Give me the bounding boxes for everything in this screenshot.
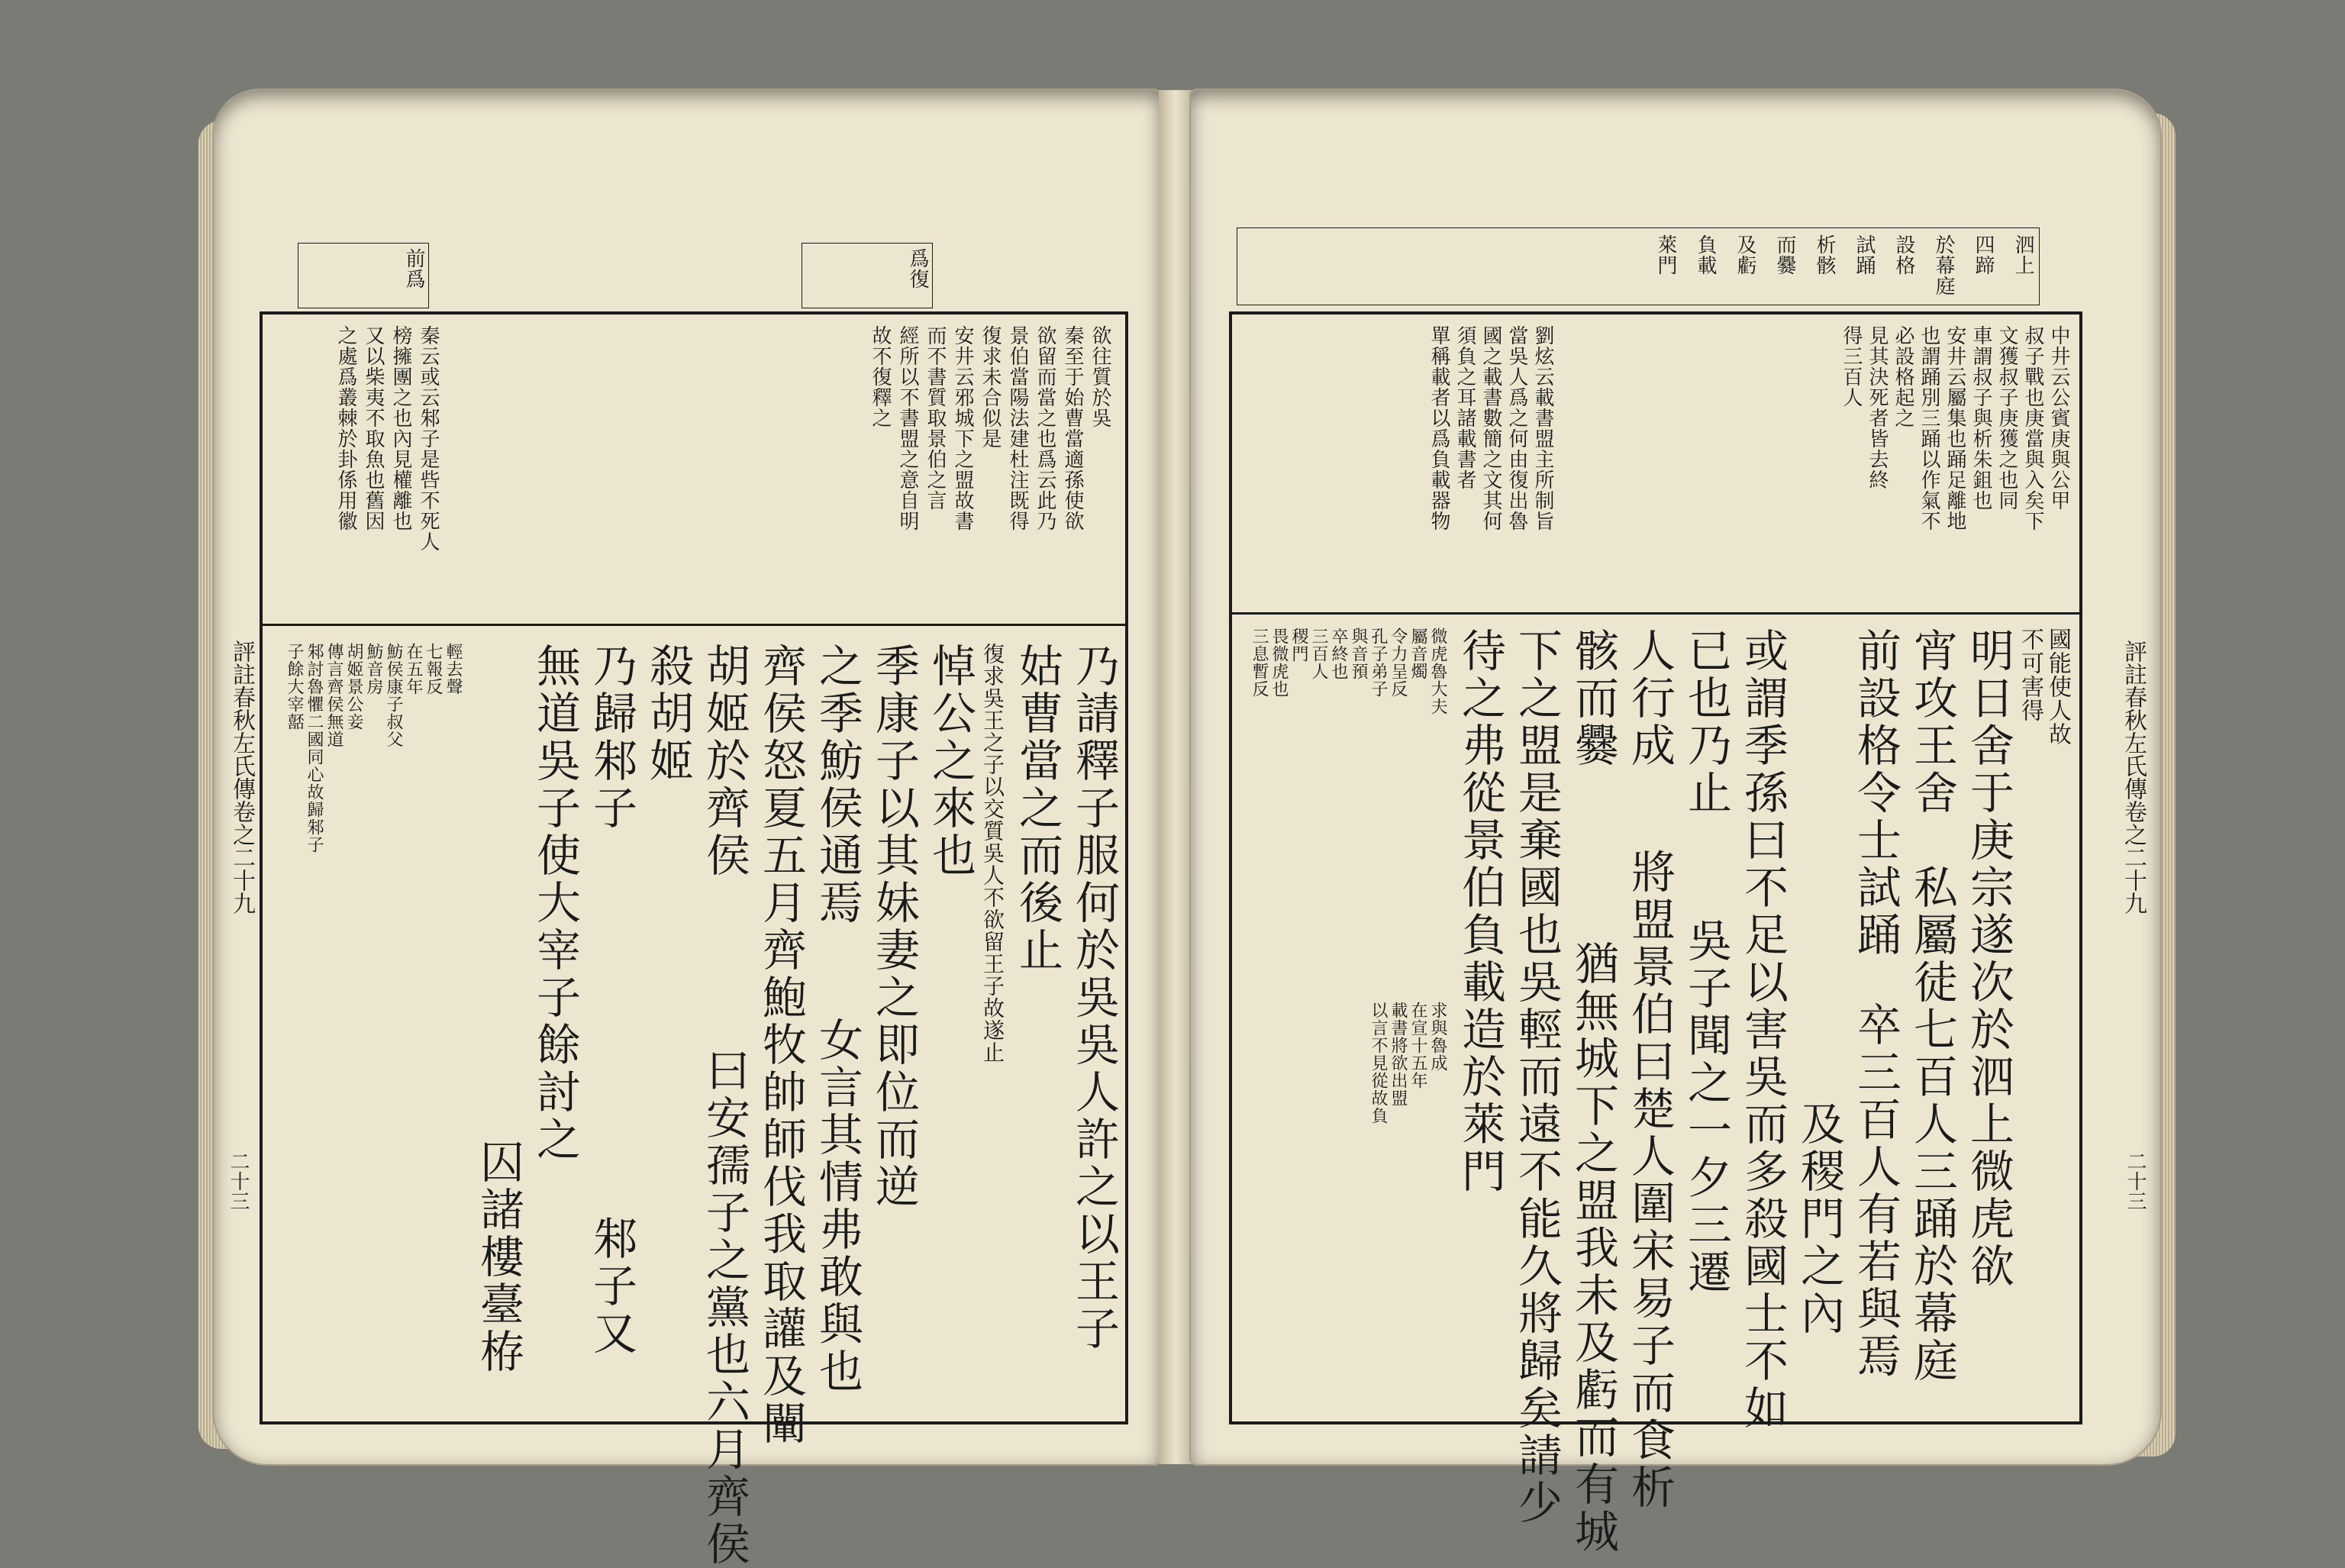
main-text-column: 姑曹當之而後止 bbox=[1011, 643, 1063, 974]
glossary-term: 於幕庭 bbox=[1932, 234, 1955, 296]
annotation: 載書將欲出盟 bbox=[1389, 1002, 1408, 1107]
main-text-column: 乃歸邾子 bbox=[585, 643, 637, 832]
glossary-term: 析骸 bbox=[1813, 234, 1836, 276]
main-text-column: 前設格令士試踊 bbox=[1850, 628, 1901, 959]
upper-note: 當吳人爲之何由復出魯 bbox=[1505, 325, 1528, 531]
text-frame-left bbox=[260, 311, 1128, 1568]
upper-note: 必設格起之 bbox=[1892, 325, 1914, 428]
glossary-term: 泗上 bbox=[2011, 234, 2034, 276]
upper-note: 秦云或云邾子是呰不死人 bbox=[417, 325, 440, 552]
main-text-column: 及稷門之內 bbox=[1793, 1101, 1845, 1337]
main-text-column: 私屬徒七百人三踊於幕庭 bbox=[1906, 864, 1958, 1385]
annotation: 屬音燭 bbox=[1408, 628, 1427, 680]
annotation: 在五年 bbox=[404, 643, 423, 695]
header-box-text: 爲復 bbox=[906, 248, 929, 289]
header-box-text: 前爲 bbox=[402, 248, 425, 289]
header-box-left-1 bbox=[298, 243, 429, 308]
upper-note: 秦至于始曹當適孫使欲 bbox=[1061, 325, 1084, 531]
main-text-column: 齊侯怒夏五月齊鮑牧帥師伐我取讙及闡 bbox=[755, 643, 807, 1447]
upper-note: 欲留而當之也爲云此乃 bbox=[1034, 325, 1056, 531]
upper-note: 故不復釋之 bbox=[869, 325, 892, 428]
glossary-term: 及虧 bbox=[1734, 234, 1756, 276]
folio-number: 二十三 bbox=[227, 1151, 250, 1211]
upper-note: 得三百人 bbox=[1840, 325, 1863, 408]
annotation: 輕去聲 bbox=[444, 643, 463, 695]
open-book bbox=[214, 90, 2160, 1568]
upper-note: 安井云邪城下之盟故書 bbox=[951, 325, 974, 531]
upper-note: 文獲叔子庚獲之也同 bbox=[1995, 325, 2018, 511]
upper-note: 叔子戰也庚當與入矣下 bbox=[2021, 325, 2044, 531]
main-text-column: 猶無城下之盟我未及虧而有城 bbox=[1567, 940, 1619, 1556]
upper-note: 車謂叔子與析朱鉏也 bbox=[1969, 325, 1992, 511]
main-text-column: 女言其情弗敢與也 bbox=[811, 1017, 863, 1395]
divider bbox=[263, 624, 1125, 626]
upper-note: 景伯當陽法建杜注既得 bbox=[1006, 325, 1029, 531]
glossary-term: 而爨 bbox=[1773, 234, 1796, 276]
main-text-column: 骸而爨 bbox=[1567, 628, 1619, 769]
annotation: 邾討魯懼二國同心故歸邾子 bbox=[305, 643, 324, 853]
glossary-term: 設格 bbox=[1892, 234, 1915, 276]
main-text-column: 之季魴侯通焉 bbox=[811, 643, 863, 927]
annotation: 與音預 bbox=[1349, 628, 1368, 680]
book-gutter bbox=[1159, 90, 1192, 1464]
main-text-column: 卒三百人有若與焉 bbox=[1850, 1002, 1901, 1380]
main-text-column: 囚諸樓臺栫 bbox=[473, 1139, 524, 1376]
upper-note: 見其決死者皆去終 bbox=[1866, 325, 1889, 490]
main-text-column: 不可害得 bbox=[2017, 628, 2043, 722]
side-title: 評註春秋左氏傳卷之二十九 bbox=[228, 640, 255, 915]
main-text-column: 將盟景伯曰楚人圍宋易子而食析 bbox=[1624, 849, 1676, 1512]
text-frame-right bbox=[1229, 311, 2082, 1556]
header-glossary bbox=[1237, 227, 2040, 305]
upper-note: 之處爲叢棘於卦係用徽 bbox=[334, 325, 357, 531]
annotation: 稷門 bbox=[1289, 628, 1308, 663]
upper-note: 單稱載者以爲負載器物 bbox=[1427, 325, 1450, 531]
annotation: 以言不見從故負 bbox=[1369, 1002, 1388, 1124]
main-text-column: 人行成 bbox=[1624, 628, 1676, 769]
main-text-column: 或謂季孫曰不足以害吳而多殺國士不如 bbox=[1737, 628, 1789, 1432]
main-text-column: 國能使人故 bbox=[2044, 628, 2071, 746]
annotation: 七報反 bbox=[424, 643, 443, 695]
annotation: 求與魯成 bbox=[1428, 1002, 1447, 1072]
annotation: 在宣十五年 bbox=[1408, 1002, 1427, 1089]
upper-note: 欲往質於吳 bbox=[1089, 325, 1111, 428]
annotation: 畏微虎也 bbox=[1269, 628, 1289, 698]
main-text-column: 季康子以其妹妻之即位而逆 bbox=[868, 643, 920, 1211]
main-text-column: 宵攻王舍 bbox=[1906, 628, 1958, 817]
divider bbox=[1232, 612, 2079, 615]
annotation: 傳言齊侯無道 bbox=[324, 643, 344, 748]
main-text-column: 吳子聞之一夕三遷 bbox=[1680, 918, 1732, 1296]
right-page bbox=[1191, 90, 2160, 1556]
upper-note: 也謂踊別三踊以作氣不 bbox=[1918, 325, 1940, 531]
upper-note: 經所以不書盟之意自明 bbox=[896, 325, 919, 531]
main-text-column: 胡姬於齊侯 bbox=[698, 643, 750, 879]
glossary-term: 萊門 bbox=[1654, 234, 1677, 276]
side-title: 評註春秋左氏傳卷之二十九 bbox=[2120, 640, 2147, 915]
main-text-column: 曰安孺子之黨也六月齊侯 bbox=[698, 1047, 750, 1568]
glossary-term: 試踊 bbox=[1853, 234, 1876, 276]
main-text-column: 已也乃止 bbox=[1680, 628, 1732, 817]
upper-note: 國之載書數簡之文其何 bbox=[1479, 325, 1502, 531]
annotation: 三百人 bbox=[1309, 628, 1328, 680]
main-text-column: 邾子又 bbox=[585, 1215, 637, 1357]
annotation: 微虎魯大夫 bbox=[1428, 628, 1447, 715]
annotation: 孔子弟子 bbox=[1369, 628, 1388, 698]
main-text-column: 無道吳子使大宰子餘討之 bbox=[529, 643, 581, 1163]
main-text-column: 下之盟是棄國也吳輕而遠不能久將歸矣請少 bbox=[1511, 628, 1563, 1527]
upper-note: 須負之耳諸載書者 bbox=[1453, 325, 1476, 490]
main-text-column: 殺胡姬 bbox=[642, 643, 694, 785]
annotation: 子餘大宰嚭 bbox=[285, 643, 304, 731]
upper-note: 榜擁團之也內見權離也 bbox=[389, 325, 412, 531]
annotation: 魴侯康子叔父 bbox=[384, 643, 403, 748]
glossary-term: 負載 bbox=[1694, 234, 1717, 276]
upper-note: 安井云屬集也踊足離地 bbox=[1943, 325, 1966, 531]
main-text-column: 復求吳王之子以交質吳人不欲留王子故遂止 bbox=[980, 643, 1005, 1063]
header-box-left-2 bbox=[802, 243, 933, 308]
upper-note: 復求未合似是 bbox=[979, 325, 1002, 449]
annotation: 令力呈反 bbox=[1389, 628, 1408, 698]
upper-note: 而不書質取景伯之言 bbox=[924, 325, 947, 511]
upper-note: 又以柴夷不取魚也舊因 bbox=[362, 325, 385, 531]
main-text-column: 悼公之來也 bbox=[924, 643, 976, 879]
annotation: 胡姬景公妾 bbox=[344, 643, 363, 731]
main-text-column: 待之弗從景伯負載造於萊門 bbox=[1454, 628, 1506, 1195]
annotation: 三息暫反 bbox=[1250, 628, 1269, 698]
main-text-column: 乃請釋子服何於吳吳人許之以王子 bbox=[1068, 643, 1120, 1353]
main-text-column: 明日舍于庚宗遂次於泗上微虎欲 bbox=[1963, 628, 2014, 1290]
folio-number: 二十三 bbox=[2124, 1151, 2147, 1211]
glossary-term: 四蹄 bbox=[1972, 234, 1995, 276]
left-page bbox=[214, 90, 1160, 1568]
annotation: 魴音房 bbox=[364, 643, 383, 695]
annotation: 卒終也 bbox=[1329, 628, 1348, 680]
upper-note: 劉炫云載書盟主所制旨 bbox=[1531, 325, 1554, 531]
upper-note: 中井云公賓庚與公甲 bbox=[2047, 325, 2070, 511]
